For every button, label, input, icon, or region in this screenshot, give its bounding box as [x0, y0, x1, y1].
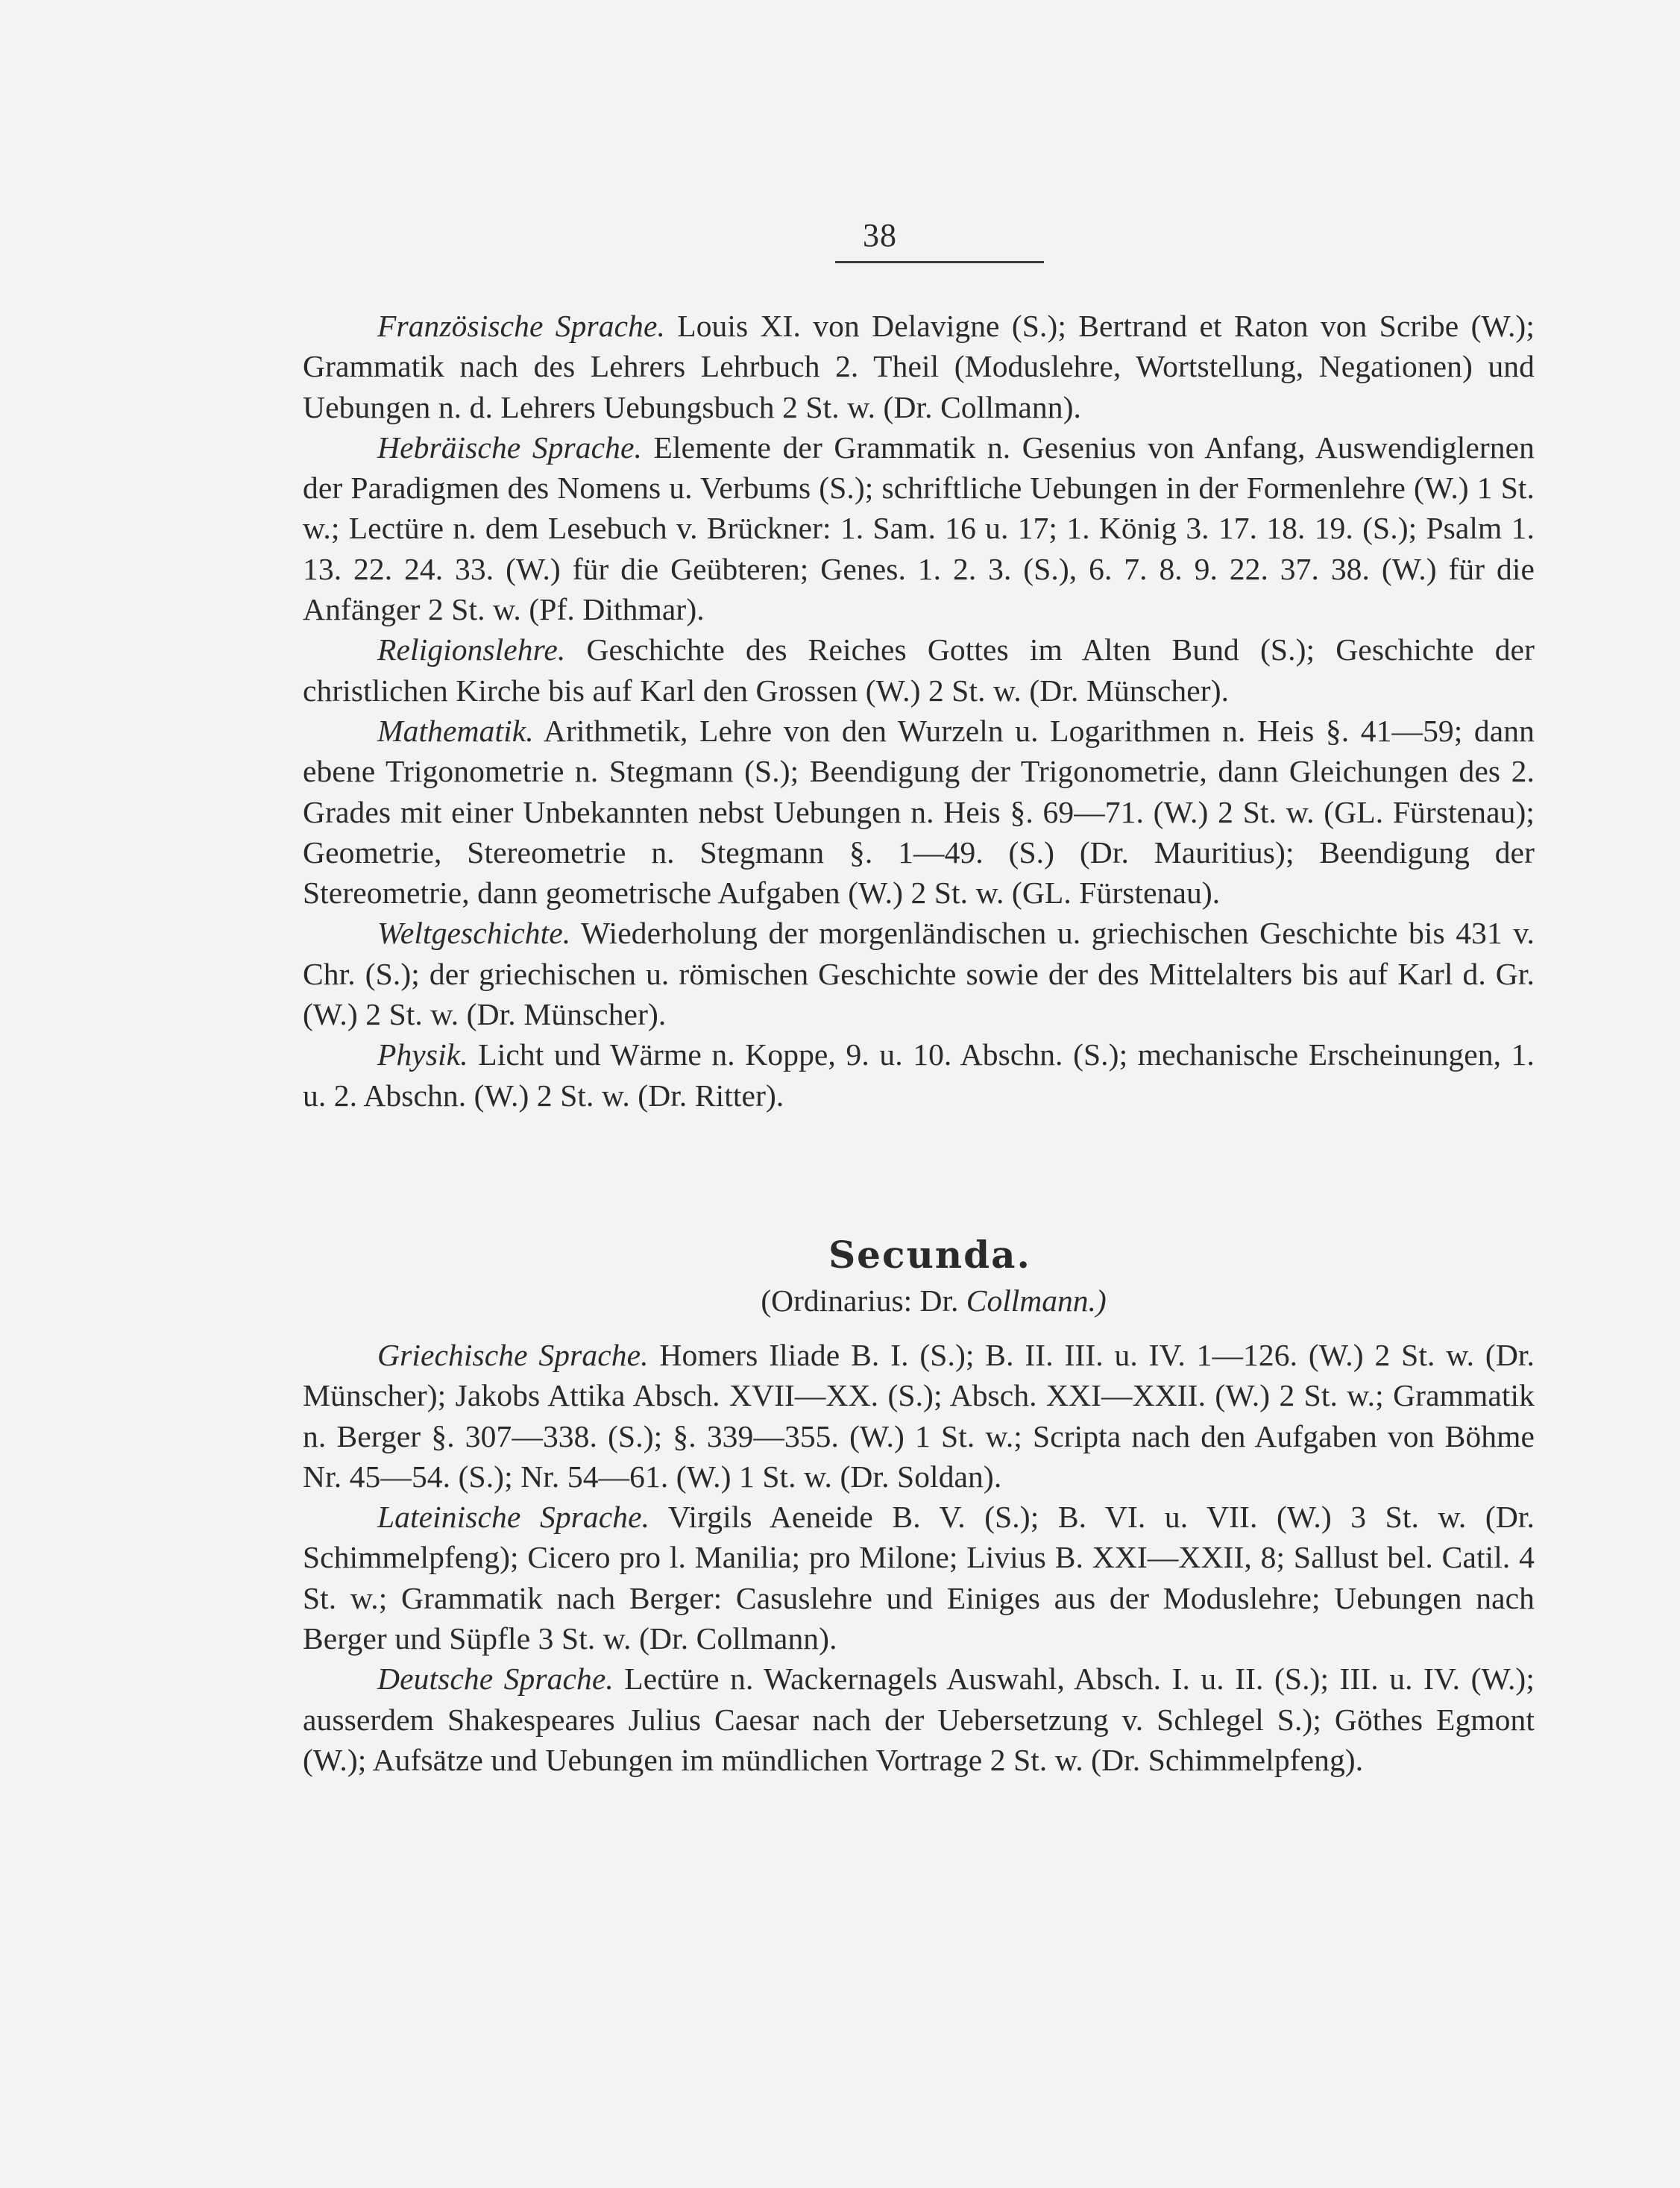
subject-title: Physik. — [377, 1037, 468, 1072]
subject-title: Religionslehre. — [377, 632, 566, 667]
paragraph-text: Wiederholung der morgenländischen u. griechischen Geschichte bis 431 v. Chr. (S.); der griechischen u. römischen Geschichte sowie der des Mittelalters bis auf Karl d. Gr. (W.) 2 St. w. (Dr. Münscher). — [303, 916, 1535, 1032]
paragraph-text: Virgils Aeneide B. V. (S.); B. VI. u. VII. (W.) 3 St. w. (Dr. Schimmelpfeng); Cicero pro l. Manilia; pro Milone; Livius B. XXI—XXII, 8; Sallust bel. Catil. 4 St. w.; Grammatik nach Berger: Casuslehre und Einiges aus der Moduslehre; Uebungen nach Berger und Süpfle 3 St. w. (Dr. Collmann). — [303, 1500, 1535, 1656]
paragraph-weltgeschichte — [303, 913, 1535, 1034]
subject-title: Französische Sprache. — [377, 309, 665, 343]
paragraph-text: Arithmetik, Lehre von den Wurzeln u. Logarithmen n. Heis §. 41—59; dann ebene Trigonometrie n. Stegmann (S.); Beendigung der Trigonometrie, dann Gleichungen des 2. Grades mit einer Unbekannten nebst Uebungen n. Heis §. 69—71. (W.) 2 St. w. (GL. Fürstenau); Geometrie, Stereometrie n. Stegmann §. 1—49. (S.) (Dr. Mauritius); Beendigung der Stereometrie, dann geometrische Aufgaben (W.) 2 St. w. (GL. Fürstenau). — [303, 713, 1535, 911]
paragraph-text: Homers Iliade B. I. (S.); B. II. III. u. IV. 1—126. (W.) 2 St. w. (Dr. Münscher); Jakobs Attika Absch. XVII—XX. (S.); Absch. XXI—XXII. (W.) 2 St. w.; Grammatik n. Berger §. 307—338. (S.); §. 339—355. (W.) 1 St. w.; Scripta nach den Aufgaben von Böhme Nr. 45—54. (S.); Nr. 54—61. (W.) 1 St. w. (Dr. Soldan). — [303, 1338, 1535, 1494]
paragraph-text: Geschichte des Reiches Gottes im Alten Bund (S.); Geschichte der christlichen Kirche bis auf Karl den Grossen (W.) 2 St. w. (Dr. Münscher). — [303, 632, 1535, 708]
paragraph-hebraeisch — [303, 427, 1535, 629]
subject-title: Lateinische Sprache. — [377, 1500, 650, 1535]
class-heading-block — [303, 1230, 1535, 1321]
ordinarius-line — [333, 1280, 1535, 1321]
header-rule — [835, 261, 1044, 263]
subject-title: Mathematik. — [377, 713, 534, 748]
paragraph-text: Elemente der Grammatik n. Gesenius von Anfang, Auswendiglernen der Paradigmen des Nomens u. Verbums (S.); schriftliche Uebungen in der Formenlehre (W.) 1 St. w.; Lectüre n. dem Lesebuch v. Brückner: 1. Sam. 16 u. 17; 1. König 3. 17. 18. 19. (S.); Psalm 1. 13. 22. 24. 33. (W.) für die Geübteren; Genes. 1. 2. 3. (S.), 6. 7. 8. 9. 22. 37. 38. (W.) für die Anfänger 2 St. w. (Pf. Dithmar). — [303, 430, 1535, 627]
subject-title: Weltgeschichte. — [377, 916, 571, 951]
curriculum-section-secunda — [303, 1335, 1535, 1780]
paragraph-religion — [303, 629, 1535, 711]
paragraph-physik — [303, 1034, 1535, 1116]
ordinarius-label: (Ordinarius: Dr. — [761, 1283, 966, 1318]
paragraph-text: Licht und Wärme n. Koppe, 9. u. 10. Abschn. (S.); mechanische Erscheinungen, 1. u. 2. Abschn. (W.) 2 St. w. (Dr. Ritter). — [303, 1037, 1535, 1113]
subject-title: Hebräische Sprache. — [377, 430, 643, 465]
subject-title: Griechische Sprache. — [377, 1338, 649, 1372]
ordinarius-name: Collmann.) — [966, 1283, 1107, 1318]
paragraph-text: Lectüre n. Wackernagels Auswahl, Absch. I. u. II. (S.); III. u. IV. (W.); ausserdem Shakespeares Julius Caesar nach der Uebersetzung v. Schlegel S.); Göthes Egmont (W.); Aufsätze und Uebungen im mündlichen Vortrage 2 St. w. (Dr. Schimmelpfeng). — [303, 1662, 1535, 1777]
paragraph-deutsch — [303, 1659, 1535, 1780]
class-heading: Secunda. — [828, 1233, 1031, 1277]
paragraph-lateinisch — [303, 1497, 1535, 1659]
paragraph-text: Louis XI. von Delavigne (S.); Bertrand et Raton von Scribe (W.); Grammatik nach des Lehrers Lehrbuch 2. Theil (Moduslehre, Wortstellung, Negationen) und Uebungen n. d. Lehrers Uebungsbuch 2 St. w. (Dr. Collmann). — [303, 309, 1535, 424]
page-number: 38 — [863, 217, 897, 254]
paragraph-franzoesisch — [303, 306, 1535, 427]
curriculum-section-prima — [303, 306, 1535, 1116]
paragraph-mathematik — [303, 711, 1535, 913]
subject-title: Deutsche Sprache. — [377, 1662, 614, 1697]
paragraph-griechisch — [303, 1335, 1535, 1497]
